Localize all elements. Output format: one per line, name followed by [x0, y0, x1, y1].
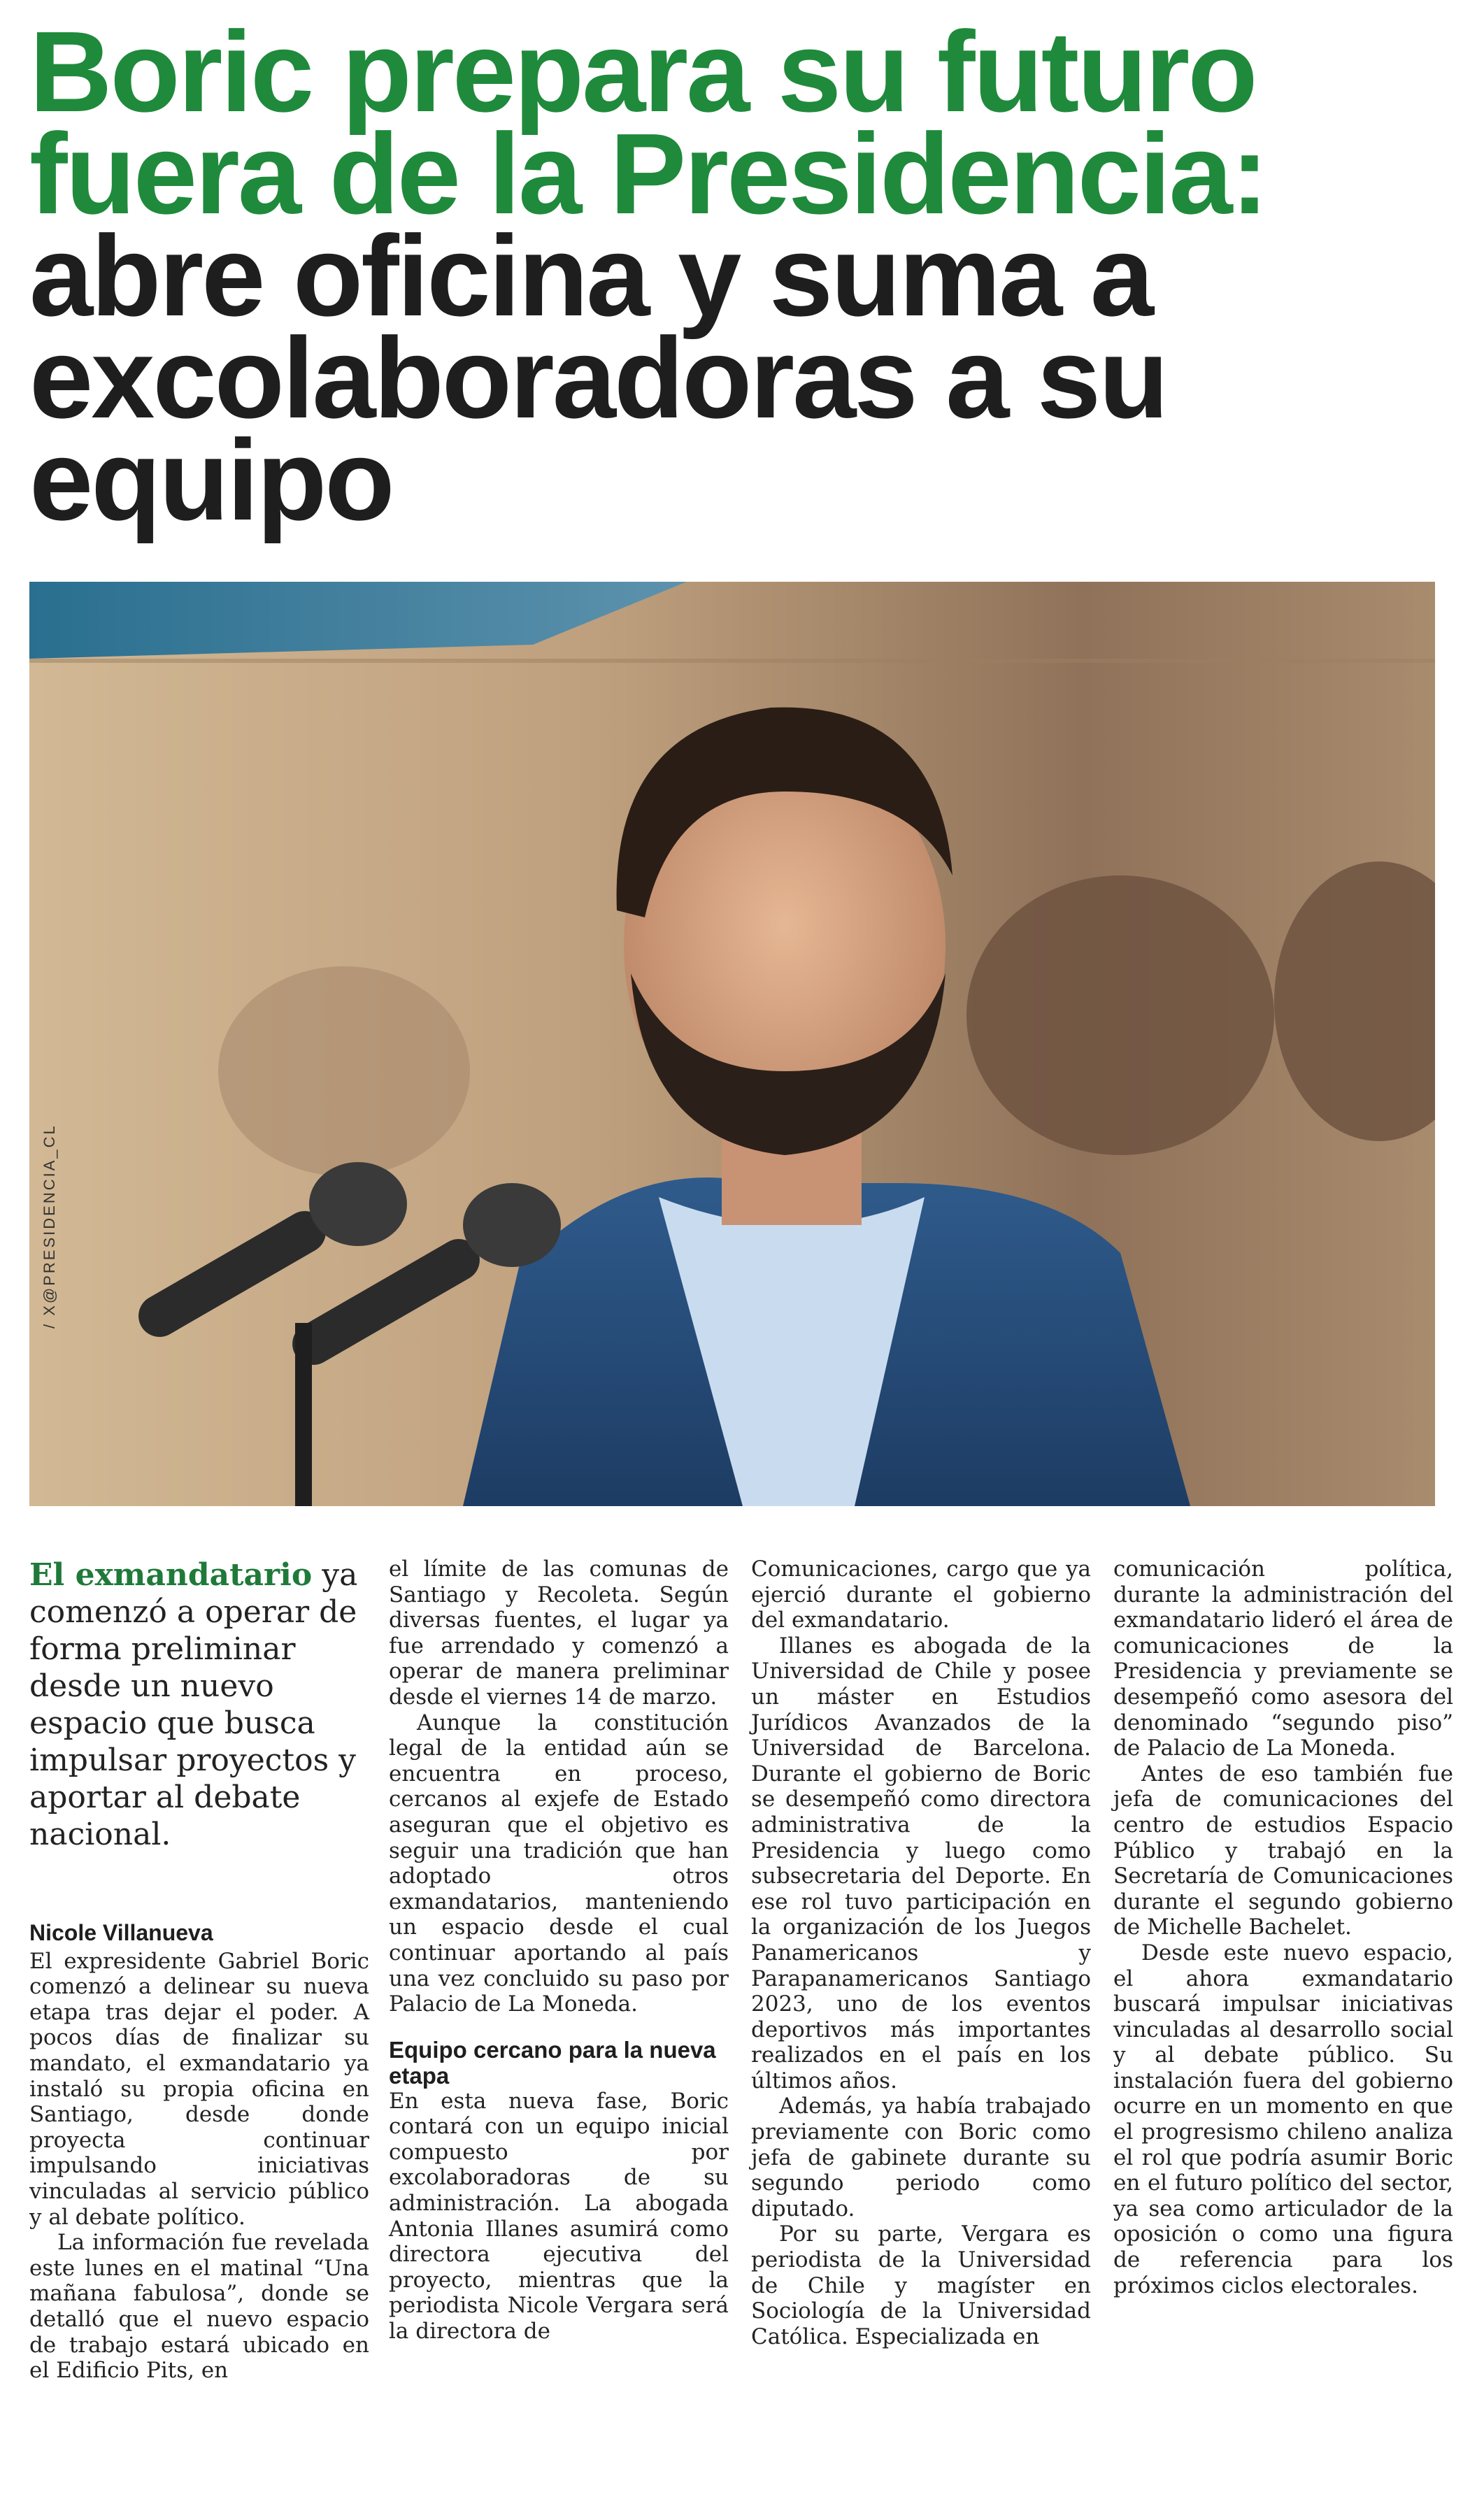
paragraph: el límite de las comunas de Santiago y Recoleta. Según diversas fuentes, el lugar ya fue arrendado y comenzó a operar de manera preliminar desde el viernes 14 de marzo. [389, 1556, 729, 1710]
paragraph: Comunicaciones, cargo que ya ejerció durante el gobierno del exmandatario. [751, 1556, 1091, 1633]
paragraph: Aunque la constitución legal de la entidad aún se encuentra en proceso, cercanos al exjefe de Estado aseguran que el objetivo es seguir una tradición que han adoptado otros exmandatarios, manteniendo un espacio desde el cual continuar aportando al país una vez concluido su paso por Palacio de La Moneda. [389, 1710, 729, 2017]
paragraph: En esta nueva fase, Boric contará con un equipo inicial compuesto por excolaboradoras de su administración. La abogada Antonia Illanes asumirá como directora ejecutiva del proyecto, mientras que la periodista Nicole Vergara será la directora de [389, 2088, 729, 2344]
paragraph: La información fue revelada este lunes en el matinal “Una mañana fabulosa”, donde se detalló que el nuevo espacio de trabajo estará ubicado en el Edificio Pits, en [29, 2230, 369, 2384]
column-2 [389, 1556, 729, 2344]
headline-line-2: fuera de la Presidencia: [29, 110, 1267, 238]
paragraph: Antes de eso también fue jefa de comunicaciones del centro de estudios Espacio Público y trabajó en la Secretaría de Comunicaciones durante el segundo gobierno de Michelle Bachelet. [1113, 1761, 1453, 1940]
photo-illustration [29, 582, 1435, 1506]
section-subhead: Equipo cercano para la nueva etapa [389, 2036, 716, 2089]
lead-text: ya comenzó a operar de forma preliminar desde un nuevo espacio que busca impulsar proyectos y aportar al debate nacional. [29, 1557, 358, 1852]
lead-highlight: El exmandatario [29, 1557, 313, 1593]
column-4 [1113, 1556, 1453, 2298]
paragraph: Desde este nuevo espacio, el ahora exmandatario buscará impulsar iniciativas vinculadas al desarrollo social y al debate público. Su instalación fuera del gobierno ocurre en un momento en que el progresismo chileno analiza el rol que podría asumir Boric en el futuro político del sector, ya sea como articulador de la oposición o como una figura de referencia para los próximos ciclos electorales. [1113, 1940, 1453, 2298]
headline-line-4: excolaboradoras a su [29, 314, 1167, 442]
column-1 [29, 1556, 369, 2384]
column-3 [751, 1556, 1091, 2349]
byline: Nicole Villanueva [29, 1920, 213, 1945]
paragraph: Además, ya había trabajado previamente con Boric como jefa de gabinete durante su segundo periodo como diputado. [751, 2093, 1091, 2221]
lead-paragraph [29, 1556, 369, 1853]
article-headline [29, 8, 1442, 544]
headline-line-1: Boric prepara su futuro [29, 8, 1256, 136]
paragraph: Illanes es abogada de la Universidad de Chile y posee un máster en Estudios Jurídicos Avanzados de la Universidad de Barcelona. Durante el gobierno de Boric se desempeñó como directora administrativa de la Presidencia y luego como subsecretaria del Deporte. En ese rol tuvo participación en la organización de los Juegos Panamericanos y Parapanamericanos Santiago 2023, uno de los eventos deportivos más importantes realizados en el país en los últimos años. [751, 1633, 1091, 2093]
paragraph: comunicación política, durante la administración del exmandatario lideró el área de comunicaciones de la Presidencia y previamente se desempeñó como asesora del denominado “segundo piso” de Palacio de La Moneda. [1113, 1556, 1453, 1761]
headline-line-5: equipo [29, 416, 393, 544]
photo-credit: / X@PRESIDENCIA_CL [41, 1124, 58, 1329]
paragraph: El expresidente Gabriel Boric comenzó a delinear su nueva etapa tras dejar el poder. A pocos días de finalizar su mandato, el exmandatario ya instaló su propia oficina en Santiago, desde donde proyecta continuar impulsando iniciativas vinculadas al servicio público y al debate político. [29, 1948, 369, 2230]
headline-line-3: abre oficina y suma a [29, 212, 1153, 340]
paragraph: Por su parte, Vergara es periodista de la Universidad de Chile y magíster en Sociología de la Universidad Católica. Especializada en [751, 2221, 1091, 2349]
article-photo [29, 582, 1435, 1506]
